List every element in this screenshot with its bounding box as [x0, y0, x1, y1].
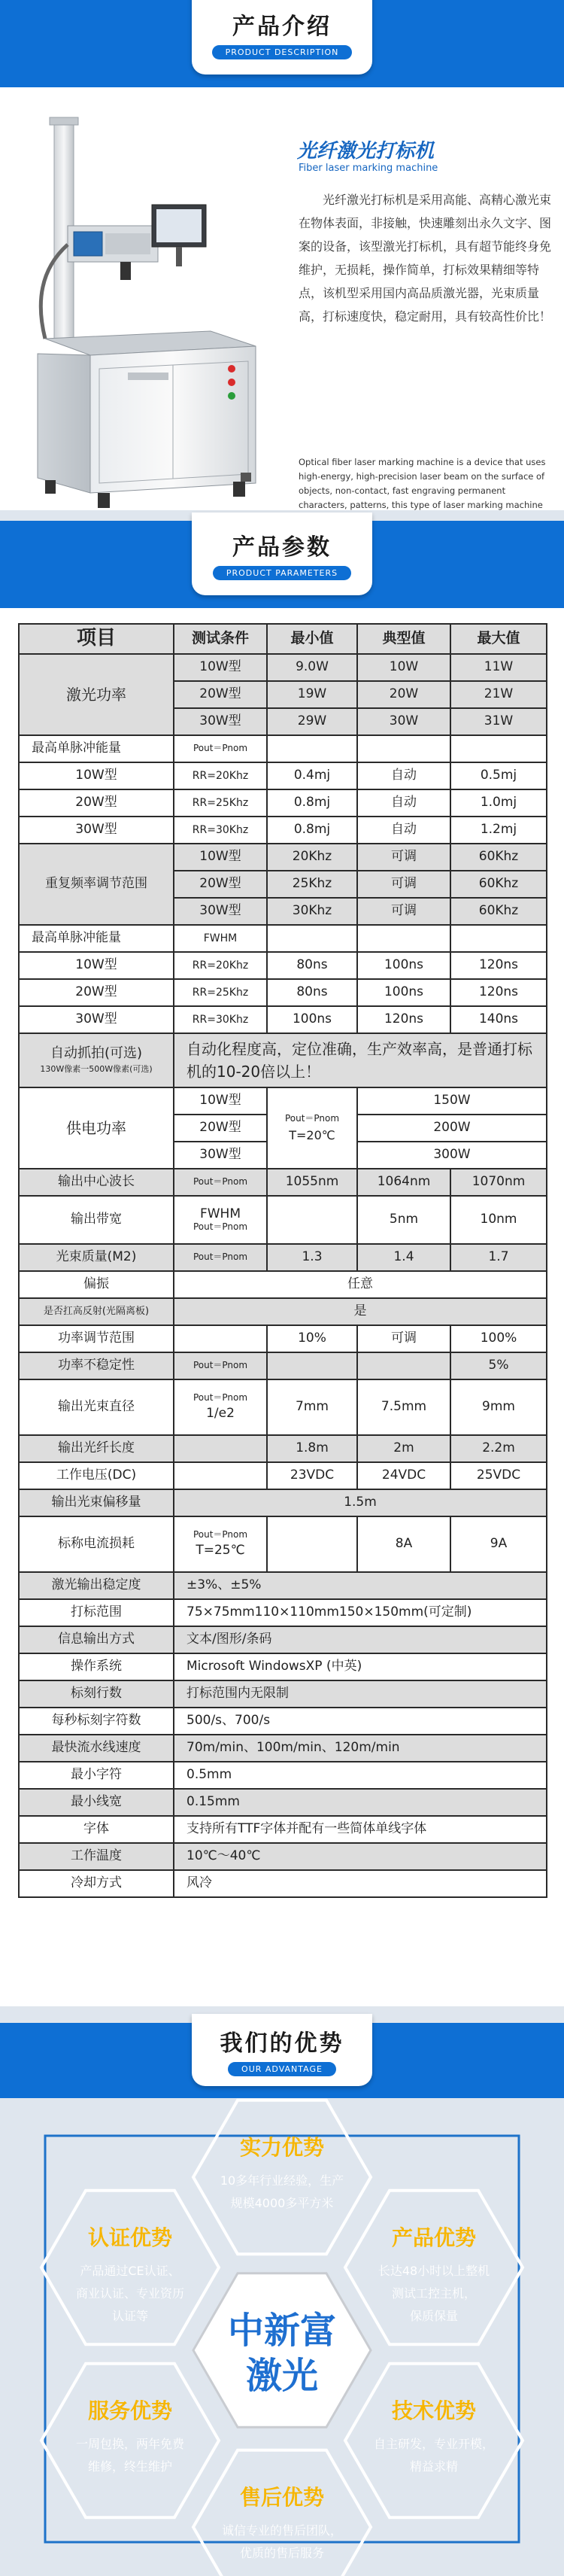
table-cell: 每秒标刻字符数 — [19, 1708, 174, 1735]
table-cell: 30Khz — [267, 898, 357, 925]
table-cell: 自动 — [357, 817, 450, 844]
table-row — [19, 1196, 547, 1244]
table-row — [19, 1789, 547, 1816]
table-row — [19, 1626, 547, 1653]
table-cell: 9.0W — [267, 654, 357, 681]
table-cell: 0.4mj — [267, 762, 357, 789]
table-cell: FWHM — [174, 925, 267, 952]
table-row — [19, 952, 547, 979]
auto-pick-label: 自动抓拍(可选) — [50, 1045, 143, 1062]
table-cell: 工作电压(DC) — [19, 1462, 174, 1489]
table-cell: 1.5m — [174, 1489, 547, 1516]
adv-banner-title: 我们的优势 — [220, 2030, 344, 2057]
parameters-table — [18, 623, 547, 1898]
table-cell: 100% — [450, 1325, 547, 1352]
table-cell: 25VDC — [450, 1462, 547, 1489]
table-cell: 150W — [357, 1087, 547, 1115]
table-row — [19, 817, 547, 844]
table-cell — [357, 1352, 450, 1379]
table-cell: 10% — [267, 1325, 357, 1352]
table-cell: 100ns — [267, 1006, 357, 1033]
table-cell: 30W型 — [174, 1142, 267, 1169]
table-cell: 29W — [267, 708, 357, 735]
table-cell: 字体 — [19, 1816, 174, 1843]
table-cell: 打标范围 — [19, 1599, 174, 1626]
hex-text-line: 10多年行业经验，生产 — [220, 2173, 344, 2188]
table-row — [19, 1516, 547, 1572]
product-subtitle: Fiber laser marking machine — [299, 163, 438, 174]
table-cell: 10℃～40℃ — [174, 1843, 547, 1870]
table-cell: Pout＝Pnom — [174, 1169, 267, 1196]
table-cell — [267, 1516, 357, 1572]
table-cell: 冷却方式 — [19, 1870, 174, 1897]
table-cell: 标刻行数 — [19, 1680, 174, 1708]
table-cell: 文本/图形/条码 — [174, 1626, 547, 1653]
params-banner-tab — [192, 512, 372, 595]
supply-condition: Pout＝Pnom — [284, 1112, 340, 1124]
table-cell: 60Khz — [450, 871, 547, 898]
table-cell: 25Khz — [267, 871, 357, 898]
table-cell: 激光输出稳定度 — [19, 1572, 174, 1599]
table-cell: 120ns — [357, 1006, 450, 1033]
table-cell: 是否扛高反射(光隔离板) — [19, 1298, 174, 1325]
auto-pick-value: 自动化程度高，定位准确，生产效率高，是普通打标机的10-20倍以上！ — [174, 1033, 547, 1087]
table-row — [19, 1298, 547, 1325]
pulse-width-label: 最高单脉冲能量 — [19, 925, 174, 952]
table-cell: Pout＝Pnom — [193, 1529, 248, 1540]
table-cell: 1.2mj — [450, 817, 547, 844]
table-cell: 60Khz — [450, 844, 547, 871]
table-cell: 19W — [267, 681, 357, 708]
laser-marker-machine-image — [15, 113, 286, 519]
table-row — [19, 1708, 547, 1735]
supply-temp: T=20℃ — [289, 1127, 335, 1142]
table-cell: 可调 — [357, 871, 450, 898]
table-cell: 2m — [357, 1435, 450, 1462]
table-row — [19, 1816, 547, 1843]
table-cell: 80ns — [267, 952, 357, 979]
table-row — [19, 762, 547, 789]
product-description-zh: 光纤激光打标机是采用高能、高精心激光束在物体表面，非接触，快速雕刻出永久文字、图案的设备，该型激光打标机，具有超节能终身免维护，无损耗，操作简单，打标效果精细等特点，该机型采用国内高品质激光器，光束质量高，打标速度快，稳定耐用，具有较高性价比！ — [299, 193, 552, 324]
table-cell: 30W型 — [174, 898, 267, 925]
table-row — [19, 654, 547, 681]
table-cell: 20W型 — [19, 979, 174, 1006]
hex-text-line: 精益求精 — [409, 2459, 459, 2474]
table-cell: RR=20Khz — [174, 952, 267, 979]
table-cell: 1064nm — [357, 1169, 450, 1196]
table-cell: 自动 — [357, 789, 450, 817]
table-row — [19, 1762, 547, 1789]
product-intro — [0, 105, 564, 527]
table-cell: 可调 — [357, 844, 450, 871]
table-cell: 20W型 — [19, 789, 174, 817]
table-cell: 200W — [357, 1115, 547, 1142]
table-cell: 23VDC — [267, 1462, 357, 1489]
table-cell: 1.7 — [450, 1244, 547, 1271]
intro-banner-subtitle: PRODUCT DESCRIPTION — [212, 45, 353, 59]
table-cell: 输出光束直径 — [19, 1379, 174, 1435]
table-cell: 120ns — [450, 979, 547, 1006]
table-cell: 30W型 — [19, 1006, 174, 1033]
table-row — [19, 1169, 547, 1196]
table-cell: 140ns — [450, 1006, 547, 1033]
table-cell: 输出光束偏移量 — [19, 1489, 174, 1516]
table-cell: FWHM — [199, 1206, 241, 1222]
table-cell: 20W型 — [174, 681, 267, 708]
table-cell — [267, 1196, 357, 1244]
table-cell: RR=30Khz — [174, 817, 267, 844]
table-row — [19, 1087, 547, 1115]
adv-banner — [0, 2023, 564, 2098]
table-cell: 120ns — [450, 952, 547, 979]
table-cell: 2.2m — [450, 1435, 547, 1462]
table-cell — [174, 1325, 267, 1352]
table-cell: 31W — [450, 708, 547, 735]
center-brand-line2: 激光 — [245, 2355, 319, 2397]
hex-layer — [0, 2098, 564, 2576]
table-cell: 打标范围内无限制 — [174, 1680, 547, 1708]
header-typical: 典型值 — [357, 624, 450, 654]
table-cell: 0.15mm — [174, 1789, 547, 1816]
table-cell: 60Khz — [450, 898, 547, 925]
table-cell: 1070nm — [450, 1169, 547, 1196]
table-cell: 0.8mj — [267, 817, 357, 844]
table-cell: 21W — [450, 681, 547, 708]
table-cell: Pout＝Pnom — [174, 1352, 267, 1379]
header-item: 项目 — [19, 624, 174, 654]
header-max: 最大值 — [450, 624, 547, 654]
table-cell: ±3%、±5% — [174, 1572, 547, 1599]
header-condition: 测试条件 — [174, 624, 267, 654]
table-cell: 9mm — [450, 1379, 547, 1435]
header-min: 最小值 — [267, 624, 357, 654]
table-row — [19, 1489, 547, 1516]
params-banner-subtitle: PRODUCT PARAMETERS — [213, 566, 351, 580]
hex-title: 技术优势 — [391, 2398, 477, 2423]
adv-banner-tab — [192, 2014, 372, 2086]
table-cell: Pout＝Pnom — [174, 735, 267, 762]
table-cell: 1.3 — [267, 1244, 357, 1271]
table-cell: 10nm — [450, 1196, 547, 1244]
hex-title: 服务优势 — [87, 2398, 173, 2423]
table-cell: 20W型 — [174, 1115, 267, 1142]
table-row — [19, 1033, 547, 1087]
table-row — [19, 1735, 547, 1762]
table-row — [19, 1244, 547, 1271]
hex-text-line: 产品通过CE认证、 — [80, 2264, 180, 2278]
table-cell: 可调 — [357, 898, 450, 925]
table-cell: 最小字符 — [19, 1762, 174, 1789]
hex-text-line: 优质的售后服务 — [239, 2546, 325, 2560]
table-row — [19, 789, 547, 817]
table-row — [19, 1572, 547, 1599]
table-header-row — [19, 624, 547, 654]
table-row — [19, 1379, 547, 1435]
table-cell: 支持所有TTF字体并配有一些简体单线字体 — [174, 1816, 547, 1843]
table-row — [19, 1870, 547, 1897]
table-cell: 最小线宽 — [19, 1789, 174, 1816]
table-row — [19, 1599, 547, 1626]
pulse-energy-label: 最高单脉冲能量 — [19, 735, 174, 762]
hex-text-line: 认证等 — [111, 2309, 149, 2323]
table-cell: 功率不稳定性 — [19, 1352, 174, 1379]
table-cell: 1/e2 — [206, 1406, 235, 1422]
table-cell: 10W型 — [174, 1087, 267, 1115]
table-cell: 自动 — [357, 762, 450, 789]
table-cell: 20Khz — [267, 844, 357, 871]
table-cell: 输出带宽 — [19, 1196, 174, 1244]
table-cell: 最快流水线速度 — [19, 1735, 174, 1762]
table-cell: RR=25Khz — [174, 979, 267, 1006]
table-row — [19, 735, 547, 762]
table-cell: 1.8m — [267, 1435, 357, 1462]
table-cell: 10W — [357, 654, 450, 681]
table-cell: 输出光纤长度 — [19, 1435, 174, 1462]
advantages-section — [0, 2098, 564, 2576]
table-row — [19, 1435, 547, 1462]
table-cell: RR=20Khz — [174, 762, 267, 789]
table-cell: 11W — [450, 654, 547, 681]
table-cell: 100ns — [357, 952, 450, 979]
table-cell: 7.5mm — [357, 1379, 450, 1435]
table-cell — [267, 1352, 357, 1379]
intro-banner-title: 产品介绍 — [232, 13, 332, 40]
table-row — [19, 925, 547, 952]
laser-power-label: 激光功率 — [19, 654, 174, 735]
table-cell: 100ns — [357, 979, 450, 1006]
hex-text-line: 测试工控主机， — [391, 2286, 477, 2301]
table-cell: 是 — [174, 1298, 547, 1325]
hex-title: 实力优势 — [239, 2135, 325, 2160]
table-cell: 0.5mj — [450, 762, 547, 789]
hex-text-line: 保质保量 — [409, 2309, 459, 2323]
table-cell: 可调 — [357, 1325, 450, 1352]
table-cell: 任意 — [174, 1271, 547, 1298]
table-row — [19, 1006, 547, 1033]
table-row — [19, 1352, 547, 1379]
table-cell: 300W — [357, 1142, 547, 1169]
hex-text-line: 一周包换，两年免费 — [75, 2437, 185, 2451]
table-cell: 7mm — [267, 1379, 357, 1435]
hex-title: 产品优势 — [391, 2225, 477, 2250]
table-row — [19, 1271, 547, 1298]
table-cell: 30W型 — [174, 708, 267, 735]
hex-text-line: 商业认证、专业资历 — [75, 2286, 185, 2301]
table-cell: 偏振 — [19, 1271, 174, 1298]
table-row — [19, 1653, 547, 1680]
table-row — [19, 1325, 547, 1352]
table-cell: RR=25Khz — [174, 789, 267, 817]
table-row — [19, 979, 547, 1006]
table-cell: 10W型 — [174, 654, 267, 681]
table-cell: 0.5mm — [174, 1762, 547, 1789]
table-cell: 5% — [450, 1352, 547, 1379]
table-cell: 信息输出方式 — [19, 1626, 174, 1653]
table-cell: 24VDC — [357, 1462, 450, 1489]
product-title: 光纤激光打标机 — [297, 140, 435, 163]
table-cell: 输出中心波长 — [19, 1169, 174, 1196]
params-banner — [0, 521, 564, 608]
table-cell: 9A — [450, 1516, 547, 1572]
table-cell: 80ns — [267, 979, 357, 1006]
hex-text-line: 自主研发，专业开模， — [373, 2437, 495, 2451]
table-row — [19, 1462, 547, 1489]
table-cell: 0.8mj — [267, 789, 357, 817]
table-cell: 标称电流损耗 — [19, 1516, 174, 1572]
table-cell — [174, 1462, 267, 1489]
hex-text-line: 诚信专业的售后团队， — [221, 2523, 343, 2538]
table-row — [19, 1680, 547, 1708]
hex-title: 售后优势 — [239, 2485, 325, 2510]
table-row — [19, 1843, 547, 1870]
table-cell: 8A — [357, 1516, 450, 1572]
table-cell: 30W型 — [19, 817, 174, 844]
table-cell: 功率调节范围 — [19, 1325, 174, 1352]
supply-label: 供电功率 — [19, 1087, 174, 1169]
table-cell: 工作温度 — [19, 1843, 174, 1870]
table-cell: 20W型 — [174, 871, 267, 898]
auto-pick-sub: 130W像素一500W像素(可选) — [40, 1064, 153, 1075]
table-row — [19, 844, 547, 871]
table-cell: 20W — [357, 681, 450, 708]
table-cell: 30W — [357, 708, 450, 735]
table-cell — [174, 1435, 267, 1462]
table-cell: 光束质量(M2) — [19, 1244, 174, 1271]
product-description-en: Optical fiber laser marking machine is a device that uses high-energy, high-precision laser beam on the surface of objects, non-contact, fast engraving permanent characters, patterns, this type of laser marking machine — [299, 457, 546, 510]
table-cell: 1.0mj — [450, 789, 547, 817]
table-cell: Pout＝Pnom — [174, 1244, 267, 1271]
table-cell: 70m/min、100m/min、120m/min — [174, 1735, 547, 1762]
table-cell: 10W型 — [19, 762, 174, 789]
intro-banner-tab — [192, 0, 372, 75]
table-cell: RR=30Khz — [174, 1006, 267, 1033]
adv-banner-subtitle: OUR ADVANTAGE — [228, 2062, 336, 2076]
table-cell: 10W型 — [174, 844, 267, 871]
table-cell: 75×75mm110×110mm150×150mm(可定制) — [174, 1599, 547, 1626]
table-cell: 10W型 — [19, 952, 174, 979]
table-cell: T=25℃ — [196, 1543, 245, 1559]
hex-title: 认证优势 — [87, 2225, 173, 2250]
hex-text-line: 维修，终生维护 — [87, 2459, 173, 2474]
table-cell: 操作系统 — [19, 1653, 174, 1680]
table-cell: 1055nm — [267, 1169, 357, 1196]
center-brand-line1: 中新富 — [227, 2310, 337, 2352]
table-cell: 5nm — [357, 1196, 450, 1244]
params-banner-title: 产品参数 — [232, 534, 332, 561]
intro-banner — [0, 0, 564, 87]
table-cell: Pout＝Pnom — [193, 1221, 248, 1232]
table-cell: Microsoft WindowsXP (中英) — [174, 1653, 547, 1680]
table-cell: 风冷 — [174, 1870, 547, 1897]
table-cell: 500/s、700/s — [174, 1708, 547, 1735]
rep-rate-label: 重复频率调节范围 — [19, 844, 174, 925]
table-cell: 1.4 — [357, 1244, 450, 1271]
hex-text-line: 长达48小时以上整机 — [378, 2264, 490, 2278]
hex-text-line: 规模4000多平方米 — [230, 2196, 334, 2210]
table-cell: Pout＝Pnom — [193, 1392, 248, 1404]
